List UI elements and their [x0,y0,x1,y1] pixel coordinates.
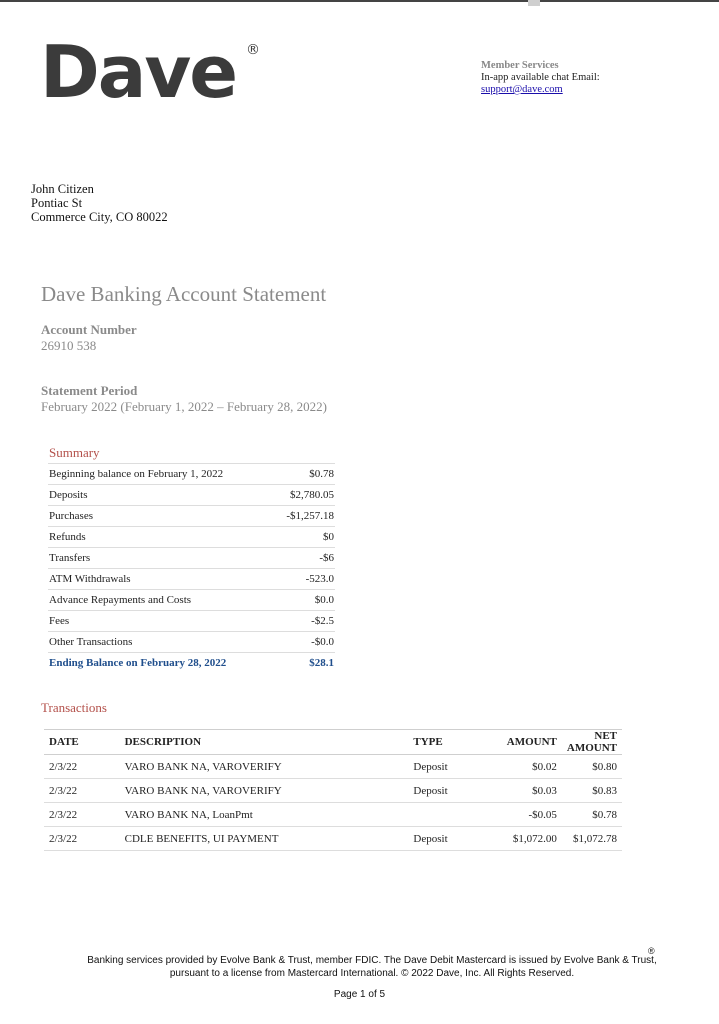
statement-period-value: February 2022 (February 1, 2022 – February 28, 2022) [41,399,327,414]
summary-label: ATM Withdrawals [48,569,273,590]
header-description: DESCRIPTION [120,730,409,755]
summary-value: -$0.0 [273,632,335,653]
account-number-label: Account Number [41,322,137,337]
footer-registered-mark: ® [648,946,655,956]
summary-label: Other Transactions [48,632,273,653]
header-type: TYPE [408,730,480,755]
summary-value: -$6 [273,548,335,569]
tx-date: 2/3/22 [44,803,120,827]
account-number-value: 26910 538 [41,338,97,353]
header-date: DATE [44,730,120,755]
mailing-address [31,182,168,224]
summary-label: Beginning balance on February 1, 2022 [48,464,273,485]
summary-value: $0 [273,527,335,548]
tx-net-amount: $0.83 [562,779,622,803]
top-border-line [0,0,719,2]
summary-label: Deposits [48,485,273,506]
tx-description: VARO BANK NA, VAROVERIFY [120,755,409,779]
transactions-header-row [44,730,622,755]
transactions-table [44,729,622,851]
summary-row [48,485,335,506]
summary-row [48,590,335,611]
footer-disclaimer [82,954,662,980]
summary-row [48,611,335,632]
tx-date: 2/3/22 [44,755,120,779]
summary-label: Purchases [48,506,273,527]
summary-row [48,548,335,569]
member-services-block [481,60,600,96]
tx-description: CDLE BENEFITS, UI PAYMENT [120,827,409,851]
summary-label: Transfers [48,548,273,569]
summary-title: Summary [49,445,100,460]
footer-line-1: Banking services provided by Evolve Bank & Trust, member FDIC. The Dave Debit Mastercard is issued by Evolve Bank & Trust, [87,955,657,966]
header-amount: AMOUNT [480,730,562,755]
table-row [44,779,622,803]
summary-label: Refunds [48,527,273,548]
tx-date: 2/3/22 [44,827,120,851]
table-row [44,827,622,851]
tx-amount: -$0.05 [480,803,562,827]
tx-net-amount: $0.78 [562,803,622,827]
summary-row [48,569,335,590]
summary-table [48,463,335,673]
tx-amount: $1,072.00 [480,827,562,851]
ending-balance-value: $28.1 [309,657,334,669]
dave-logo: Dave [40,30,237,114]
tx-net-amount: $0.80 [562,755,622,779]
footer-line-2: pursuant to a license from Mastercard International. © 2022 Dave, Inc. All Rights Reserved. [169,968,575,979]
logo-registered-mark: ® [246,42,260,58]
top-marker [528,0,540,6]
table-row [44,803,622,827]
member-services-line: In-app available chat Email: [481,72,600,83]
statement-period-label: Statement Period [41,383,138,398]
summary-value: -$2.5 [273,611,335,632]
table-row [44,755,622,779]
summary-value: -$1,257.18 [273,506,335,527]
summary-row [48,464,335,485]
tx-amount: $0.02 [480,755,562,779]
summary-row [48,506,335,527]
tx-date: 2/3/22 [44,779,120,803]
summary-label: Fees [48,611,273,632]
tx-amount: $0.03 [480,779,562,803]
page-number: Page 1 of 5 [333,989,386,1000]
member-services-title: Member Services [481,60,559,71]
summary-value: $0.0 [273,590,335,611]
tx-description: VARO BANK NA, VAROVERIFY [120,779,409,803]
tx-type: Deposit [408,755,480,779]
tx-type: Deposit [408,827,480,851]
tx-type: Deposit [408,779,480,803]
tx-type [408,803,480,827]
statement-title: Dave Banking Account Statement [41,282,327,306]
summary-ending-row [48,653,335,674]
transactions-title: Transactions [41,700,107,715]
summary-row [48,527,335,548]
summary-value: $2,780.05 [273,485,335,506]
summary-value: -523.0 [273,569,335,590]
address-street: Pontiac St [31,196,83,210]
header-net-amount: NET AMOUNT [562,730,622,755]
tx-description: VARO BANK NA, LoanPmt [120,803,409,827]
address-name: John Citizen [31,182,94,196]
summary-value: $0.78 [273,464,335,485]
ending-balance-label: Ending Balance on February 28, 2022 [49,657,227,669]
summary-row [48,632,335,653]
tx-net-amount: $1,072.78 [562,827,622,851]
address-city: Commerce City, CO 80022 [31,210,168,224]
support-email-link[interactable]: support@dave.com [481,84,563,95]
summary-label: Advance Repayments and Costs [48,590,273,611]
